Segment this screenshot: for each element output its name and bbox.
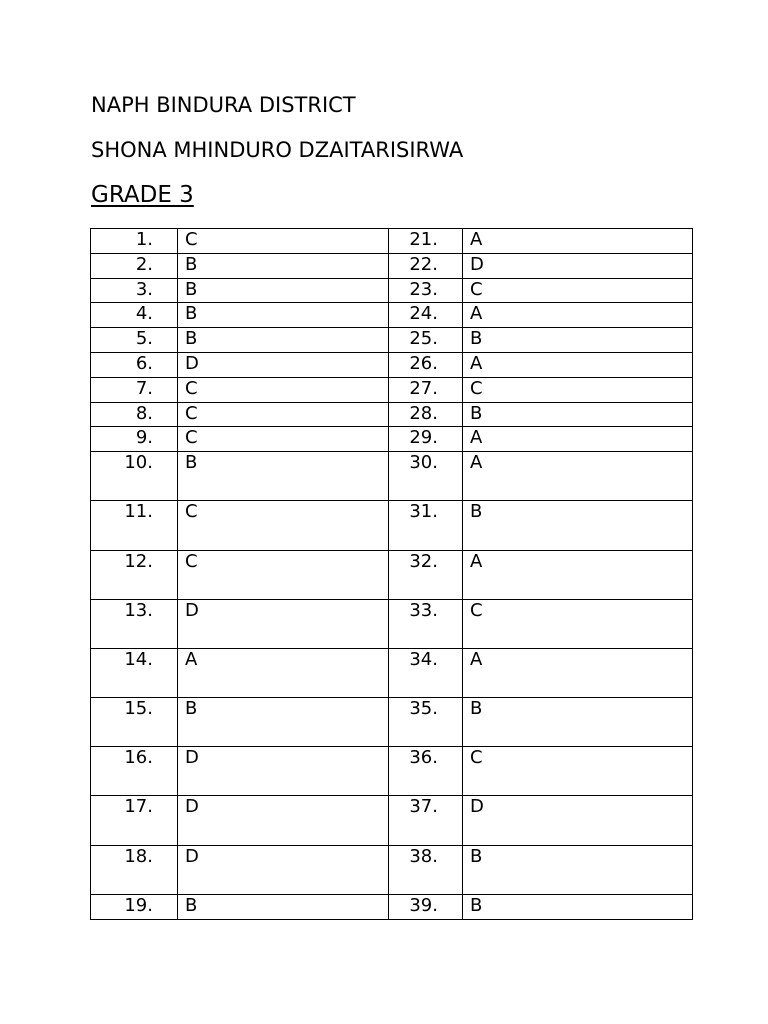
answer-letter: D <box>178 352 389 377</box>
question-number: 27. <box>389 377 463 402</box>
table-row <box>91 747 693 796</box>
table-row <box>91 796 693 845</box>
question-number: 8. <box>91 402 178 427</box>
table-row <box>91 599 693 648</box>
answer-letter: C <box>463 599 693 648</box>
answer-letter: B <box>463 328 693 353</box>
table-row <box>91 253 693 278</box>
table-row <box>91 501 693 550</box>
question-number: 33. <box>389 599 463 648</box>
table-row <box>91 377 693 402</box>
question-number: 34. <box>389 648 463 697</box>
answer-letter: C <box>463 278 693 303</box>
question-number: 12. <box>91 550 178 599</box>
question-number: 36. <box>389 747 463 796</box>
answer-letter: B <box>178 698 389 747</box>
table-row <box>91 648 693 697</box>
question-number: 35. <box>389 698 463 747</box>
question-number: 30. <box>389 452 463 501</box>
question-number: 18. <box>91 845 178 894</box>
question-number: 29. <box>389 427 463 452</box>
subject-heading: SHONA MHINDURO DZAITARISIRWA <box>91 138 464 162</box>
question-number: 14. <box>91 648 178 697</box>
question-number: 21. <box>389 229 463 254</box>
answer-letter: C <box>463 747 693 796</box>
answer-letter: D <box>178 599 389 648</box>
answer-letter: B <box>463 501 693 550</box>
answer-letter: D <box>178 845 389 894</box>
table-row <box>91 352 693 377</box>
table-row <box>91 402 693 427</box>
question-number: 3. <box>91 278 178 303</box>
question-number: 10. <box>91 452 178 501</box>
answer-letter: C <box>178 550 389 599</box>
question-number: 16. <box>91 747 178 796</box>
question-number: 22. <box>389 253 463 278</box>
answer-letter: A <box>463 427 693 452</box>
answer-letter: B <box>178 278 389 303</box>
answer-letter: D <box>463 796 693 845</box>
question-number: 13. <box>91 599 178 648</box>
question-number: 4. <box>91 303 178 328</box>
table-row <box>91 452 693 501</box>
question-number: 7. <box>91 377 178 402</box>
answer-letter: A <box>178 648 389 697</box>
answer-letter: B <box>463 698 693 747</box>
answer-letter: A <box>463 648 693 697</box>
answer-letter: D <box>178 747 389 796</box>
answer-letter: C <box>178 229 389 254</box>
answer-letter: B <box>178 328 389 353</box>
question-number: 31. <box>389 501 463 550</box>
question-number: 32. <box>389 550 463 599</box>
question-number: 17. <box>91 796 178 845</box>
answer-letter: C <box>178 402 389 427</box>
answer-letter: A <box>463 452 693 501</box>
answer-letter: B <box>178 452 389 501</box>
table-row <box>91 427 693 452</box>
grade-heading: GRADE 3 <box>91 182 194 208</box>
answer-key-table <box>90 228 693 920</box>
answer-letter: C <box>463 377 693 402</box>
question-number: 6. <box>91 352 178 377</box>
table-row <box>91 894 693 919</box>
answer-letter: C <box>178 377 389 402</box>
answer-letter: B <box>178 303 389 328</box>
table-row <box>91 303 693 328</box>
table-row <box>91 845 693 894</box>
question-number: 2. <box>91 253 178 278</box>
table-row <box>91 698 693 747</box>
question-number: 25. <box>389 328 463 353</box>
district-heading: NAPH BINDURA DISTRICT <box>91 93 356 117</box>
answer-letter: A <box>463 550 693 599</box>
answer-letter: B <box>463 845 693 894</box>
question-number: 24. <box>389 303 463 328</box>
question-number: 11. <box>91 501 178 550</box>
question-number: 5. <box>91 328 178 353</box>
answer-letter: B <box>178 894 389 919</box>
table-row <box>91 229 693 254</box>
question-number: 38. <box>389 845 463 894</box>
question-number: 37. <box>389 796 463 845</box>
answer-letter: A <box>463 229 693 254</box>
answer-letter: C <box>178 427 389 452</box>
answer-letter: C <box>178 501 389 550</box>
answer-key-body <box>91 229 693 920</box>
question-number: 26. <box>389 352 463 377</box>
answer-letter: B <box>178 253 389 278</box>
answer-letter: B <box>463 894 693 919</box>
question-number: 23. <box>389 278 463 303</box>
table-row <box>91 278 693 303</box>
answer-letter: B <box>463 402 693 427</box>
answer-letter: D <box>178 796 389 845</box>
question-number: 15. <box>91 698 178 747</box>
answer-letter: D <box>463 253 693 278</box>
answer-letter: A <box>463 352 693 377</box>
question-number: 9. <box>91 427 178 452</box>
table-row <box>91 328 693 353</box>
question-number: 28. <box>389 402 463 427</box>
question-number: 19. <box>91 894 178 919</box>
table-row <box>91 550 693 599</box>
answer-letter: A <box>463 303 693 328</box>
question-number: 39. <box>389 894 463 919</box>
question-number: 1. <box>91 229 178 254</box>
